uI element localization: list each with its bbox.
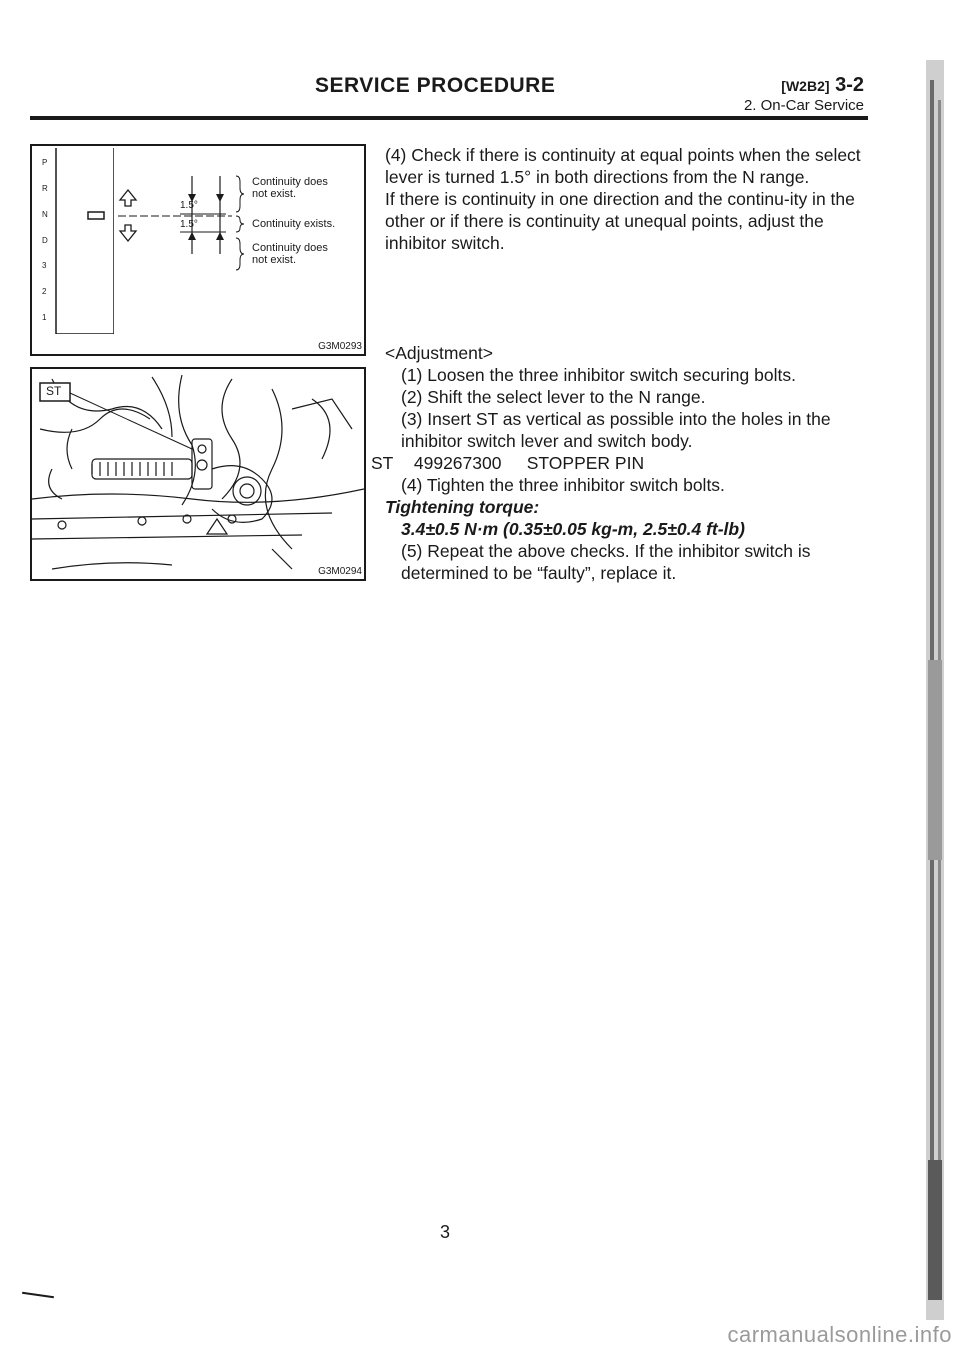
label-no-continuity-top: Continuity does not exist. — [252, 176, 328, 200]
header-rule — [30, 116, 868, 120]
label-continuity-exists: Continuity exists. — [252, 218, 336, 230]
watermark: carmanualsonline.info — [727, 1322, 952, 1347]
adjust-step-2: (2) Shift the select lever to the N range. — [401, 387, 706, 407]
corner-mark — [22, 1292, 54, 1298]
page-title: SERVICE PROCEDURE — [315, 74, 556, 97]
adjust-step-4: (4) Tighten the three inhibitor switch bolts. — [401, 475, 725, 495]
gear-p: P — [42, 158, 48, 167]
special-tool-line — [371, 452, 875, 474]
page-number: 3 — [440, 1222, 451, 1242]
torque-value: 3.4±0.5 N·m (0.35±0.05 kg-m, 2.5±0.4 ft-lb) — [401, 519, 745, 539]
step-4-followup: If there is continuity in one direction and the continu-ity in the other or if there is continuity at unequal points, adjust the inhibitor switch. — [385, 189, 855, 253]
continuity-diagram — [30, 144, 366, 356]
special-tool-prefix: ST — [371, 453, 394, 473]
gear-d: D — [42, 236, 48, 245]
gear-3: 3 — [42, 261, 47, 270]
figure-code: G3M0294 — [318, 566, 362, 577]
gear-n: N — [42, 210, 48, 219]
procedure-text — [371, 144, 875, 584]
torque-heading: Tightening torque: — [385, 497, 540, 517]
transmission-drawing — [32, 369, 364, 579]
scan-edge-artifact — [912, 60, 958, 1320]
angle-bottom-label: 1.5° — [180, 219, 198, 230]
section-code — [781, 74, 864, 97]
stopper-pin-illustration — [30, 367, 366, 581]
special-tool-part-number: 499267300 — [413, 453, 502, 473]
gear-r: R — [42, 184, 48, 193]
adjust-step-3: (3) Insert ST as vertical as possible into the holes in the inhibitor switch lever and switch body. — [401, 409, 831, 451]
step-4-text: (4) Check if there is continuity at equal points when the select lever is turned 1.5° in both directions from the N range. — [385, 145, 861, 187]
gear-2: 2 — [42, 287, 47, 296]
angle-top-label: 1.5° — [180, 200, 198, 211]
adjust-step-1: (1) Loosen the three inhibitor switch securing bolts. — [401, 365, 796, 385]
label-no-continuity-bottom: Continuity does not exist. — [252, 242, 328, 266]
adjust-step-5: (5) Repeat the above checks. If the inhibitor switch is determined to be “faulty”, replace it. — [401, 541, 811, 583]
section-subtitle: 2. On-Car Service — [743, 97, 864, 114]
st-callout: ST — [46, 384, 62, 398]
section-bracket-code: [W2B2] — [781, 78, 830, 94]
adjustment-heading: <Adjustment> — [385, 343, 493, 363]
gear-1: 1 — [42, 313, 47, 322]
section-number: 3-2 — [835, 74, 864, 96]
special-tool-name: STOPPER PIN — [526, 453, 645, 473]
figure-code: G3M0293 — [318, 341, 362, 352]
